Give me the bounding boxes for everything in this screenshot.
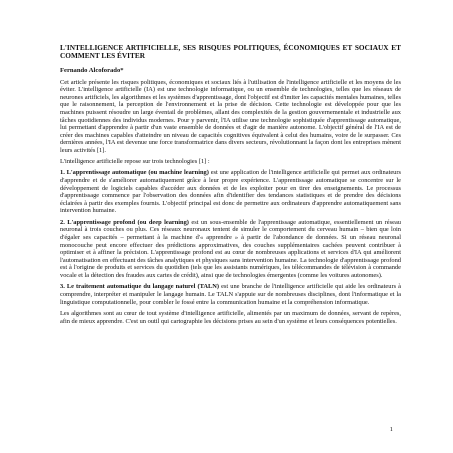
algorithms-paragraph: Les algorithmes sont au cœur de tout système d'intelligence artificielle, alimentés par un maximum de données, servant de repères, afin de mieux apprendre. C'est un outil qui cartographie les décisions prises au sein d'un système et leurs conséquences potentielles. (60, 310, 401, 325)
machine-learning-body: est une application de l'intelligence artificielle qui permet aux ordinateurs d'apprendre et de s'améliorer automatiquement grâce à leur propre expérience. L'apprentissage automatique se concentre sur le développement de logiciels capables d'accéder aux données et de les exploiter pour en tirer des enseignements. Le processus d'apprentissage commence par l'observation des données afin d'identifier des tendances statistiques et de prendre des décisions éclairées à partir des exemples fournis. L'objectif principal est donc de permettre aux ordinateurs d'apprendre automatiquement sans intervention humaine. (60, 169, 401, 215)
machine-learning-heading: 1. L'apprentissage automatique (ou machine learning) (60, 169, 209, 177)
deep-learning-paragraph (60, 219, 401, 279)
page-number: 1 (389, 426, 393, 433)
document-author: Fernando Alcoforado* (60, 66, 124, 74)
document-title: L'INTELLIGENCE ARTIFICIELLE, SES RISQUES POLITIQUES, ÉCONOMIQUES ET SOCIAUX ET COMMENT LES ÉVITER (60, 43, 401, 61)
machine-learning-paragraph (60, 169, 401, 214)
deep-learning-heading: 2. L'apprentissage profond (ou deep learning) (60, 218, 189, 226)
deep-learning-body: est un sous-ensemble de l'apprentissage automatique, essentiellement un réseau neuronal à trois couches ou plus. Ces réseaux neuronaux tentent de simuler le comportement du cerveau humain – bien que loin d'égaler ses capacités – permettant à la machine d'« apprendre » à partir de l'abondance de données. Si un réseau neuronal monocouche peut encore effectuer des prédictions approximatives, des couches supplémentaires cachées peuvent contribuer à optimiser et à affiner la précision. L'apprentissage profond est au cœur de nombreuses applications et services d'IA qui améliorent l'automatisation en effectuant des tâches analytiques et physiques sans intervention humaine. La technologie d'apprentissage profond est à l'origine de produits et services du quotidien (tels que les assistants numériques, les télécommandes de télévision à commande vocale et la détection des fraudes aux cartes de crédit), ainsi que de technologies émergentes (comme les voitures autonomes). (60, 218, 401, 279)
technologies-intro-paragraph: L'intelligence artificielle repose sur trois technologies [1] : (60, 158, 210, 166)
intro-paragraph: Cet article présente les risques politiques, économiques et sociaux liés à l'utilisation de l'intelligence artificielle et les moyens de les éviter. L'intelligence artificielle (IA) est une technologie informatique, ou un ensemble de technologies, telles que les réseaux de neurones artificiels, les algorithmes et les systèmes d'apprentissage, dont l'objectif est d'imiter les capacités mentales humaines, telles que le raisonnement, la perception de l'environnement et la prise de décision. Cette technologie est développée pour que les machines puissent résoudre un large éventail de problèmes, allant des complexités de la gestion gouvernementale et industrielle aux tâches quotidiennes des individus modernes. Pour y parvenir, l'IA utilise une technologie sophistiquée d'apprentissage automatique, lui permettant d'apprendre à partir d'un vaste ensemble de données et d'agir de manière autonome. L'objectif général de l'IA est de créer des machines capables d'atteindre un niveau de capacités cognitives équivalent à celui des humains, voire de le surpasser. Ces dernières années, l'IA est devenue une force transformatrice dans divers secteurs, révolutionnant la façon dont les entreprises mènent leurs activités [1]. (60, 78, 401, 154)
nlp-heading: 3. Le traitement automatique du langage naturel (TALN) (60, 283, 220, 291)
nlp-paragraph (60, 283, 401, 306)
nlp-body: est une branche de l'intelligence artificielle qui aide les ordinateurs à comprendre, interpréter et manipuler le langage humain. Le TALN s'appuie sur de nombreuses disciplines, dont l'informatique et la linguistique computationnelle, pour combler le fossé entre la communication humaine et la compréhension informatique. (60, 283, 401, 306)
